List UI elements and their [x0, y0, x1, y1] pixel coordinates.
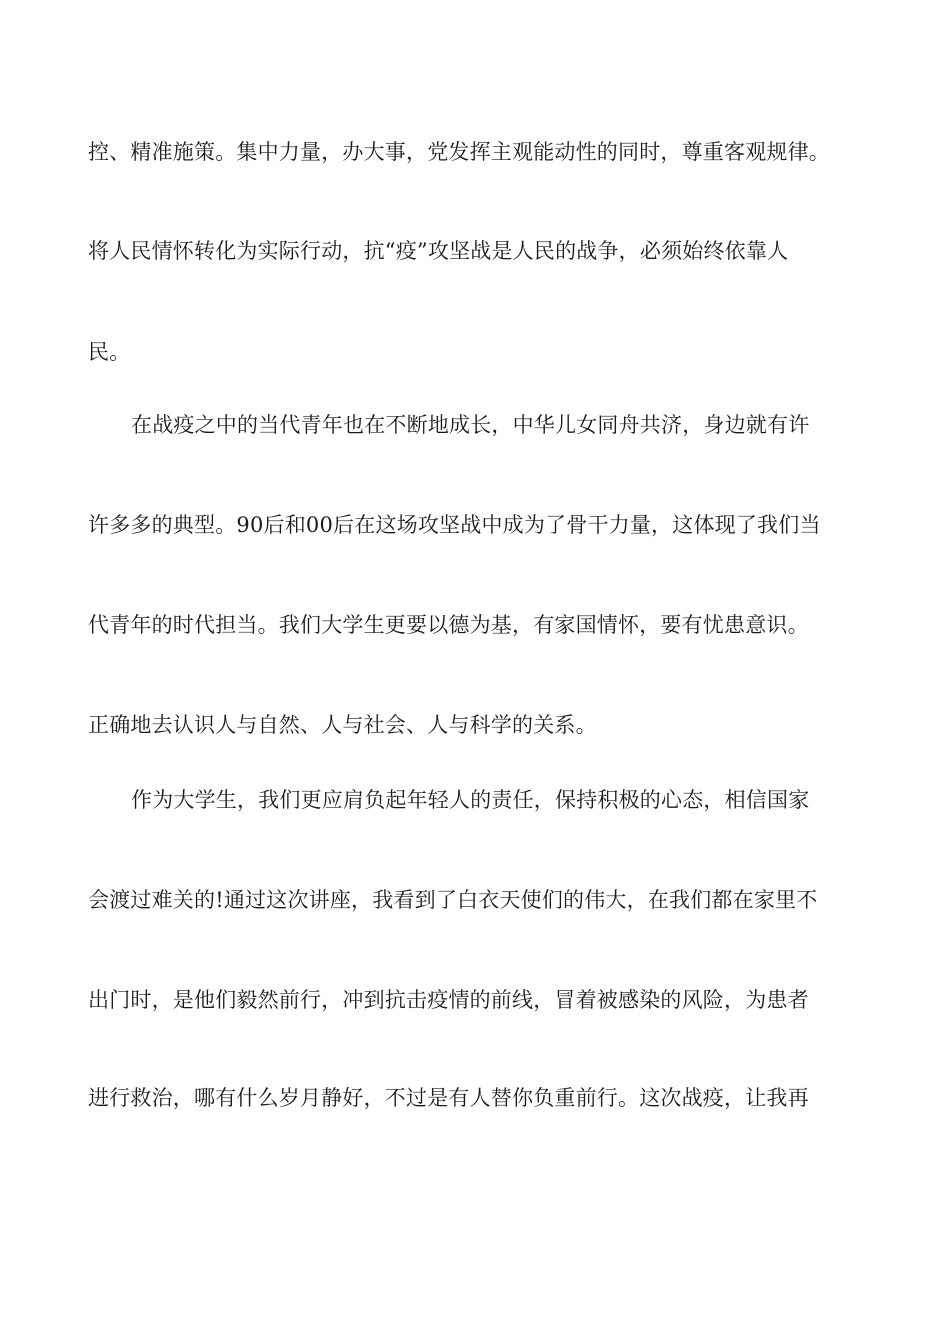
- paragraph-first-line: 作为大学生，我们更应肩负起年轻人的责任，保持积极的心态，相信国家: [131, 788, 810, 812]
- text-line: 进行救治，哪有什么岁月静好，不过是有人替你负重前行。这次战疫，让我再: [88, 1086, 809, 1110]
- paragraph-first-line: 在战疫之中的当代青年也在不断地成长，中华儿女同舟共济，身边就有许: [131, 413, 810, 437]
- text-line: 会渡过难关的!通过这次讲座，我看到了白衣天使们的伟大，在我们都在家里不: [88, 888, 818, 912]
- text-line: 控、精准施策。集中力量，办大事，党发挥主观能动性的同时，尊重客观规律。: [88, 140, 830, 164]
- text-line: 许多多的典型。90后和00后在这场攻坚战中成为了骨干力量，这体现了我们当: [88, 513, 821, 537]
- text-line: 出门时，是他们毅然前行，冲到抗击疫情的前线，冒着被感染的风险，为患者: [88, 988, 809, 1012]
- text-line: 民。: [88, 340, 131, 364]
- text-line: 将人民情怀转化为实际行动，抗“疫”攻坚战是人民的战争，必须始终依靠人: [88, 239, 789, 263]
- text-line: 代青年的时代担当。我们大学生更要以德为基，有家国情怀，要有忧患意识。: [88, 613, 809, 637]
- text-line: 正确地去认识人与自然、人与社会、人与科学的关系。: [88, 713, 597, 737]
